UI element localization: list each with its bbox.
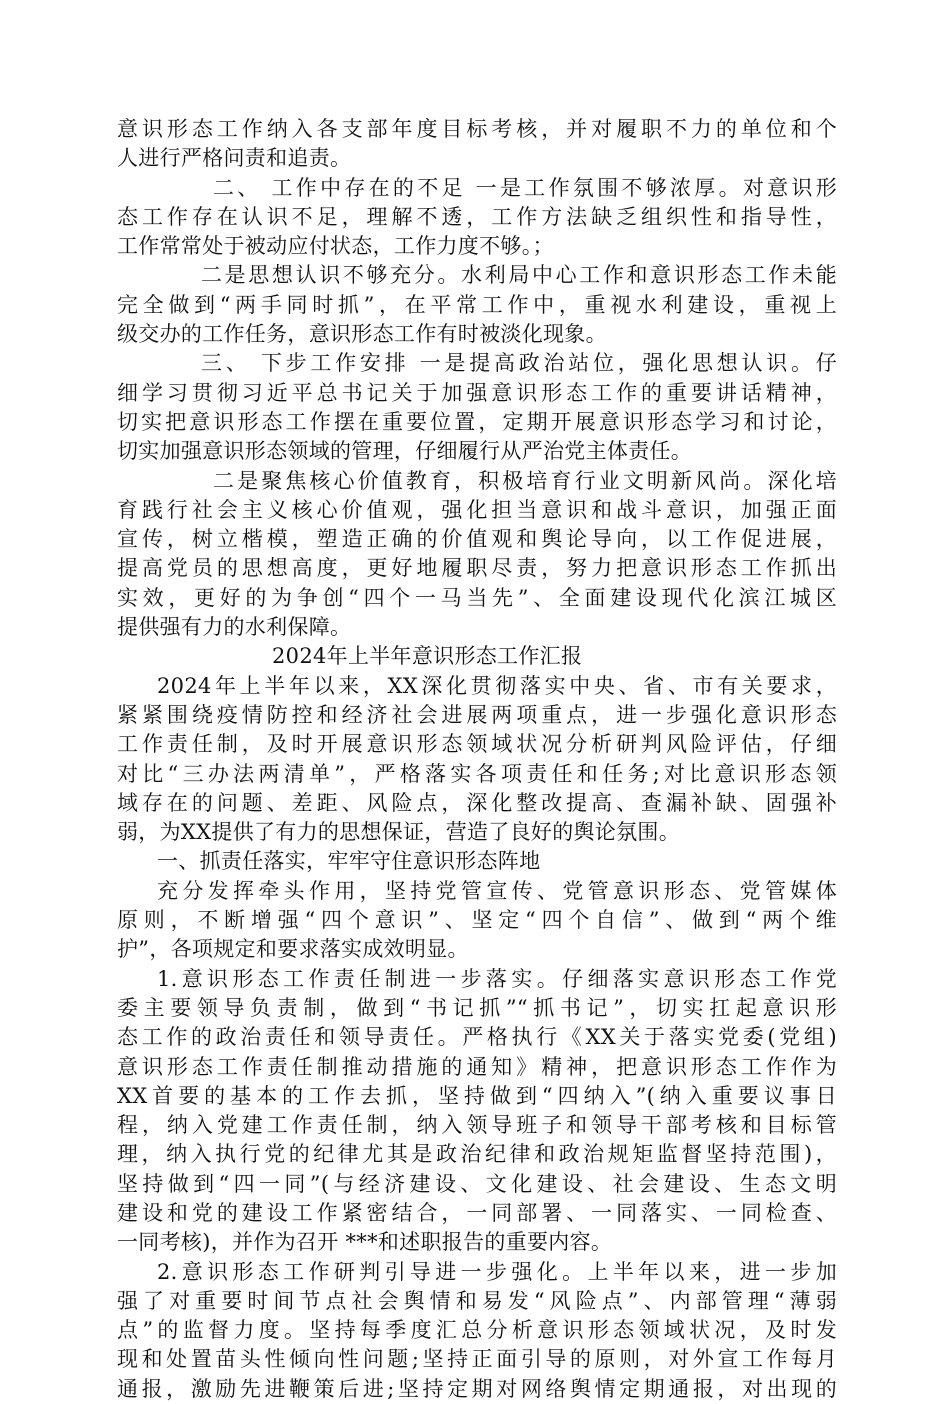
text-line: 人进行严格问责和追责。 <box>117 146 352 171</box>
text-line: 强了对重要时间节点社会舆情和易发“风险点”、内部管理“薄弱 <box>117 1288 837 1313</box>
text-line: 理，纳入执行党的纪律尤其是政治纪律和政治规矩监督坚持范围)， <box>117 1142 837 1167</box>
text-line: 程，纳入党建工作责任制，纳入领导班子和领导干部考核和目标管 <box>117 1113 837 1138</box>
text-line: 育践行社会主义核心价值观，强化担当意识和战斗意识，加强正面 <box>117 497 837 522</box>
text-line: 切实把意识形态工作摆在重要位置，定期开展意识形态学习和讨论， <box>117 409 837 434</box>
text-line: 完全做到“两手同时抓”，在平常工作中，重视水利建设，重视上 <box>117 292 837 317</box>
text-line: 细学习贯彻习近平总书记关于加强意识形态工作的重要讲话精神， <box>117 380 837 405</box>
text-line: 域存在的问题、差距、风险点，深化整改提高、查漏补缺、固强补 <box>117 790 837 815</box>
text-line: 1.意识形态工作责任制进一步落实。仔细落实意识形态工作党 <box>157 966 837 991</box>
text-line: 工作责任制，及时开展意识形态领域状况分析研判风险评估，仔细 <box>117 732 837 757</box>
text-line: 对比“三办法两清单”，严格落实各项责任和任务;对比意识形态领 <box>117 761 837 786</box>
text-line: 三、 下步工作安排 一是提高政治站位，强化思想认识。仔 <box>201 351 837 376</box>
document-body <box>117 115 837 1404</box>
text-line: 充分发挥牵头作用，坚持党管宣传、党管意识形态、党管媒体 <box>157 878 837 903</box>
text-line: 护”，各项规定和要求落实成效明显。 <box>117 937 469 962</box>
text-line: 坚持做到“四一同”(与经济建设、文化建设、社会建设、生态文明 <box>117 1171 837 1196</box>
text-line: 2024年上半年以来，XX深化贯彻落实中央、省、市有关要求， <box>157 673 837 698</box>
text-line: 提供强有力的水利保障。 <box>117 615 352 640</box>
text-line: 点”的监督力度。坚持每季度汇总分析意识形态领域状况，及时发 <box>117 1318 837 1343</box>
text-line: 工作常常处于被动应付状态，工作力度不够。； <box>117 234 554 259</box>
text-line: 通报，激励先进鞭策后进;坚持定期对网络舆情定期通报，对出现的 <box>117 1376 837 1401</box>
text-line: 2.意识形态工作研判引导进一步强化。上半年以来，进一步加 <box>157 1259 837 1284</box>
text-line: 切实加强意识形态领域的管理，仔细履行从严治党主体责任。 <box>117 439 693 464</box>
text-line: 二、 工作中存在的不足 一是工作氛围不够浓厚。对意识形 <box>213 175 837 200</box>
text-line: 紧紧围绕疫情防控和经济社会进展两项重点，进一步强化意识形态 <box>117 702 837 727</box>
text-line: 一同考核)，并作为召开 ***和述职报告的重要内容。 <box>117 1230 613 1255</box>
text-line: 2024年上半年意识形态工作汇报 <box>272 644 583 669</box>
text-line: 级交办的工作任务，意识形态工作有时被淡化现象。 <box>117 322 607 347</box>
text-line: 提高党员的思想高度，更好地履职尽责，努力把意识形态工作抓出 <box>117 556 837 581</box>
text-line: 建设和党的建设工作紧密结合，一同部署、一同落实、一同检查、 <box>117 1200 837 1225</box>
text-line: 二是思想认识不够充分。水利局中心工作和意识形态工作未能 <box>201 263 837 288</box>
text-line: 意识形态工作责任制推动措施的通知》精神，把意识形态工作作为 <box>117 1054 837 1079</box>
text-line: 二是聚焦核心价值教育，积极培育行业文明新风尚。深化培 <box>213 468 837 493</box>
text-line: 现和处置苗头性倾向性问题;坚持正面引导的原则，对外宣工作每月 <box>117 1347 837 1372</box>
text-line: 意识形态工作纳入各支部年度目标考核，并对履职不力的单位和个 <box>117 117 837 141</box>
text-line: 态工作的政治责任和领导责任。严格执行《XX关于落实党委(党组) <box>117 1025 837 1050</box>
text-line: XX首要的基本的工作去抓，坚持做到“四纳入”(纳入重要议事日 <box>117 1083 837 1108</box>
text-line: 原则，不断增强“四个意识”、坚定“四个自信”、做到“两个维 <box>117 908 837 933</box>
text-line: 宣传，树立楷模，塑造正确的价值观和舆论导向，以工作促进展， <box>117 527 837 552</box>
text-line: 态工作存在认识不足，理解不透，工作方法缺乏组织性和指导性， <box>117 204 837 229</box>
text-line: 一、抓责任落实，牢牢守住意识形态阵地 <box>157 849 541 874</box>
text-line: 实效，更好的为争创“四个一马当先”、全面建设现代化滨江城区 <box>117 585 837 610</box>
text-line: 委主要领导负责制，做到“书记抓”“抓书记”，切实扛起意识形 <box>117 995 837 1020</box>
text-line: 弱，为XX提供了有力的思想保证，营造了良好的舆论氛围。 <box>117 820 680 845</box>
